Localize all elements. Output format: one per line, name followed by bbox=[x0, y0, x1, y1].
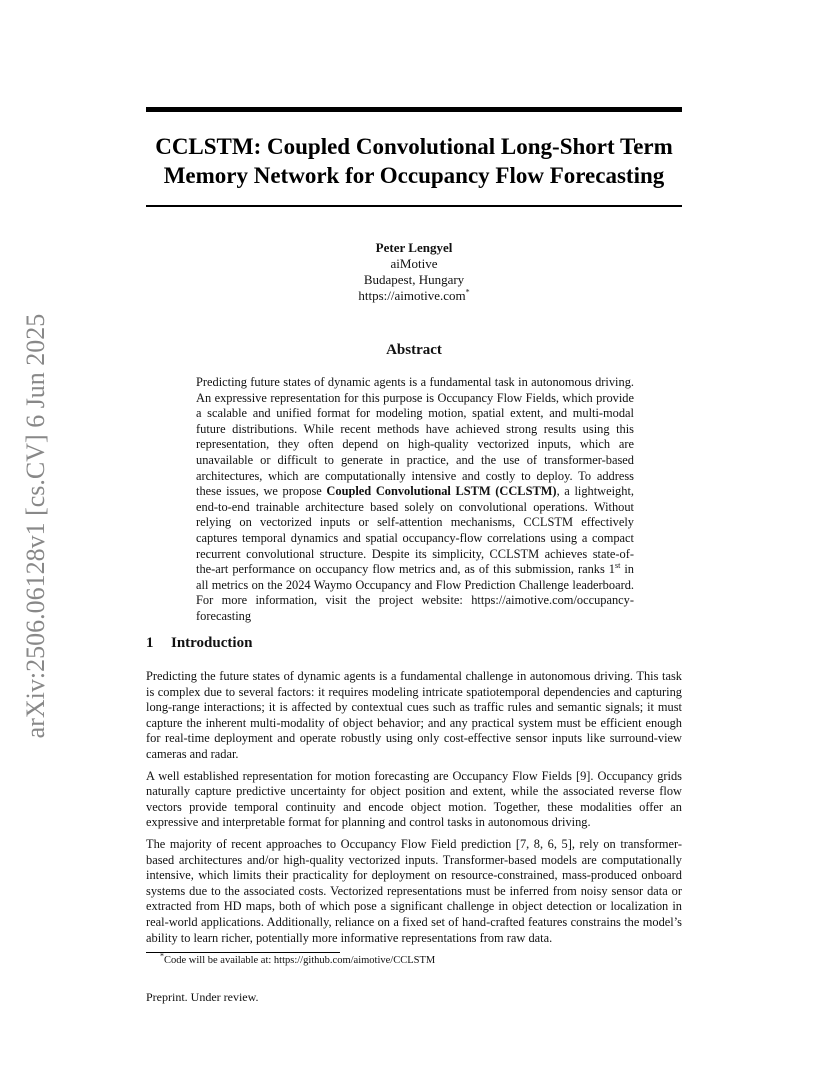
author-affiliation: aiMotive bbox=[390, 256, 438, 271]
introduction-body bbox=[146, 669, 682, 952]
title-bottom-rule bbox=[146, 205, 682, 207]
arxiv-identifier: arXiv:2506.06128v1 [cs.CV] 6 Jun 2025 bbox=[21, 313, 50, 739]
section-title: Introduction bbox=[171, 635, 253, 651]
author-block bbox=[146, 240, 682, 304]
footnote-marker: * bbox=[465, 287, 470, 297]
preprint-notice: Preprint. Under review. bbox=[146, 990, 259, 1004]
paragraph: The majority of recent approaches to Occupancy Flow Field prediction [7, 8, 6, 5], rely on transformer-based architectures and/or high-quality vectorized inputs. Transformer-based models are computationally intensive, which limits their practicality for deployment on resource-constrained, mass-produced onboard systems due to the associated costs. Vectorized representations must be inferred from noisy sensor data or extracted from HD maps, both of which pose a significant challenge in object detection or localization in real-world applications. Additionally, reliance on a fixed set of hand-crafted features constrains the model’s ability to learn richer, potentially more informative representations from raw data. bbox=[146, 836, 682, 945]
abstract-text: Predicting future states of dynamic agents is a fundamental task in autonomous driving. An expressive representation for this purpose is Occupancy Flow Fields, which provide a scalable and unified format for modeling motion, spatial extent, and multi-modal future distributions. While recent methods have achieved strong results using this representation, they often depend on high-quality vectorized inputs, which are unavailable or difficult to generate in practice, and the use of transformer-based architectures, which are computationally intensive and costly to deploy. To address these issues, we propose Coupled Convolutional LSTM (CCLSTM), a lightweight, end-to-end trainable architecture based solely on convolutional operations. Without relying on vectorized inputs or self-attention mechanisms, CCLSTM effectively captures temporal dynamics and spatial occupancy-flow correlations using a compact recurrent convolutional structure. Despite its simplicity, CCLSTM achieves state-of-the-art performance on occupancy flow metrics and, as of this submission, ranks 1st in all metrics on the 2024 Waymo Occupancy and Flow Prediction Challenge leaderboard. For more information, visit the project website: https://aimotive.com/occupancy-forecasting bbox=[196, 375, 634, 623]
paragraph: A well established representation for motion forecasting are Occupancy Flow Fields [9]. Occupancy grids naturally capture predictive uncertainty for object position and extent, while the associated reverse flow vectors provide temporal continuity and encode object motion. Together, these modalities offer an expressive and interpretable format for planning and control tasks in autonomous driving. bbox=[146, 768, 682, 830]
title-line-2: Memory Network for Occupancy Flow Forecasting bbox=[163, 163, 665, 188]
top-rule bbox=[146, 107, 682, 112]
footnote: *Code will be available at: https://github.com/aimotive/CCLSTM bbox=[160, 951, 436, 966]
section-heading bbox=[146, 635, 252, 652]
model-name: Coupled Convolutional LSTM (CCLSTM) bbox=[326, 484, 557, 499]
title-line-1: CCLSTM: Coupled Convolutional Long-Short Term bbox=[155, 134, 673, 159]
author-name: Peter Lengyel bbox=[375, 240, 453, 255]
section-number: 1 bbox=[146, 635, 154, 651]
abstract-heading: Abstract bbox=[386, 342, 442, 358]
author-location: Budapest, Hungary bbox=[363, 272, 465, 287]
author-url[interactable]: https://aimotive.com* bbox=[358, 287, 470, 303]
paragraph: Predicting the future states of dynamic agents is a fundamental challenge in autonomous driving. This task is complex due to several factors: it requires modeling intricate spatiotemporal dependencies and capturing long-range interactions; it is affected by contextual cues such as traffic rules and semantic signals; it must capture the inherent multi-modality of object behavior; and any practical system must be efficient enough for real-time deployment and operate robustly using only cost-effective sensor inputs like surround-view cameras and radar. bbox=[146, 669, 682, 761]
footnote-rule bbox=[146, 952, 340, 953]
paper-title bbox=[146, 132, 682, 190]
